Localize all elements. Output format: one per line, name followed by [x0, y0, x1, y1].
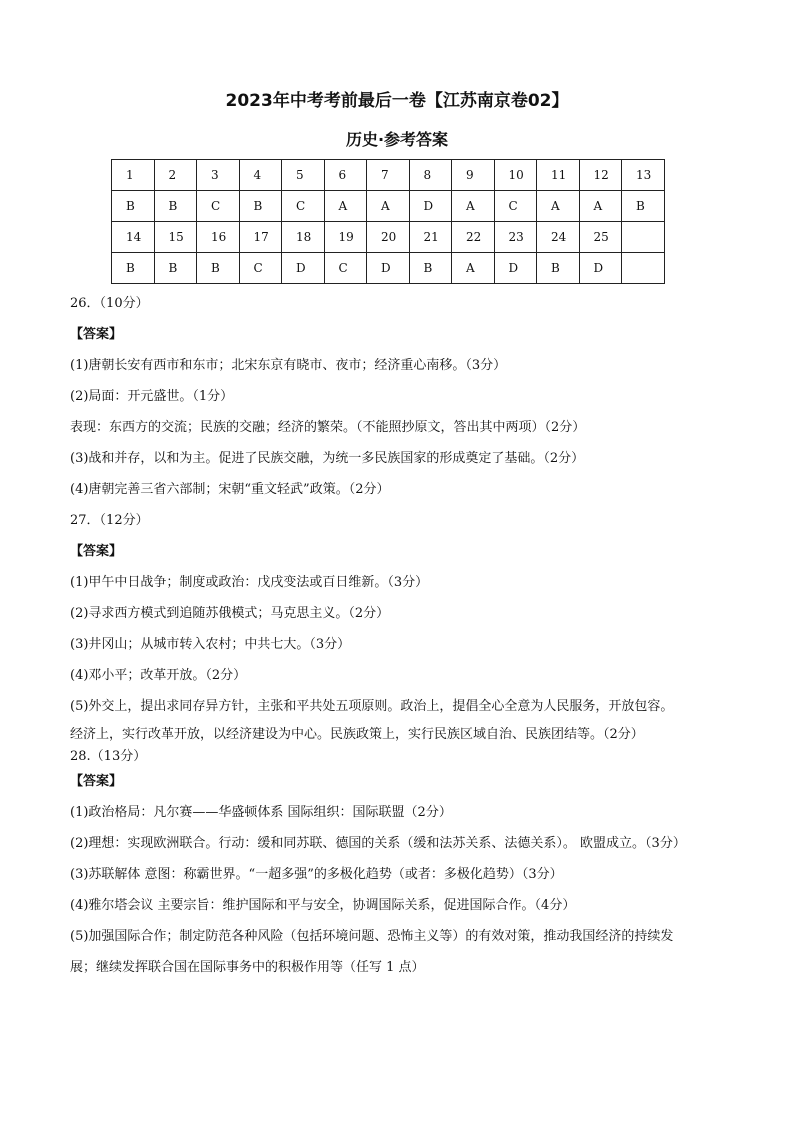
- question-28-line: (3)苏联解体 意图：称霸世界。“一超多强”的多极化趋势（或者：多极化趋势）（3分）: [70, 867, 563, 882]
- question-28-line: (5)加强国际合作；制定防范各种风险（包括环境问题、恐怖主义等）的有效对策，推动我国经济的持续发: [70, 929, 674, 944]
- question-number-cell: 19: [324, 222, 367, 253]
- question-number-cell: 24: [537, 222, 580, 253]
- question-26-heading: 26．（10分）: [70, 296, 149, 311]
- question-number-cell: 8: [409, 160, 452, 191]
- answer-letter-cell: D: [579, 253, 622, 284]
- question-28-answer-label: 【答案】: [70, 774, 123, 789]
- question-27-heading: 27．（12分）: [70, 513, 149, 528]
- question-number-cell: 4: [239, 160, 282, 191]
- question-26-line: (1)唐朝长安有西市和东市；北宋东京有晓市、夜市；经济重心南移。（3分）: [70, 358, 507, 373]
- answer-letter-cell: A: [452, 253, 495, 284]
- question-number-cell: 2: [154, 160, 197, 191]
- answers-section: [70, 290, 730, 985]
- question-number-cell: 20: [367, 222, 410, 253]
- answer-letter-cell: C: [239, 253, 282, 284]
- question-27-line: (5)外交上，提出求同存异方针，主张和平共处五项原则。政治上，提倡全心全意为人民服务，开放包容。: [70, 699, 674, 714]
- question-number-cell: 17: [239, 222, 282, 253]
- answer-letter-cell: A: [367, 191, 410, 222]
- answer-letter-cell: B: [112, 253, 155, 284]
- question-number-cell: 14: [112, 222, 155, 253]
- question-28-line: (4)雅尔塔会议 主要宗旨：维护国际和平与安全，协调国际关系，促进国际合作。（4分）: [70, 898, 576, 913]
- question-28-heading: 28.（13分）: [70, 749, 147, 764]
- question-number-cell: 23: [494, 222, 537, 253]
- question-26-line: 表现：东西方的交流；民族的交融；经济的繁荣。（不能照抄原文，答出其中两项）（2分）: [70, 420, 586, 435]
- answer-letter-cell: A: [537, 191, 580, 222]
- document-title: 2023年中考考前最后一卷【江苏南京卷02】: [225, 91, 569, 111]
- question-28-line: (2)理想：实现欧洲联合。行动：缓和同苏联、德国的关系（缓和法苏关系、法德关系）。 欧盟成立。（3分）: [70, 836, 686, 851]
- answer-letter-cell: A: [452, 191, 495, 222]
- answer-letter-cell: B: [112, 191, 155, 222]
- question-number-cell: 1: [112, 160, 155, 191]
- question-number-cell: 5: [282, 160, 325, 191]
- answer-letter-cell: D: [367, 253, 410, 284]
- answer-letter-cell: B: [622, 191, 665, 222]
- answer-table: [111, 159, 665, 284]
- question-number-cell: 18: [282, 222, 325, 253]
- answer-letter-cell: C: [494, 191, 537, 222]
- answer-letter-cell: D: [409, 191, 452, 222]
- document-subtitle: 历史·参考答案: [345, 130, 449, 149]
- question-26-line: (4)唐朝完善三省六部制；宋朝“重文轻武”政策。（2分）: [70, 482, 390, 497]
- answer-letter-cell: B: [537, 253, 580, 284]
- answer-letter-cell: A: [324, 191, 367, 222]
- question-number-cell: 21: [409, 222, 452, 253]
- question-27-line: (3)井冈山；从城市转入农村；中共七大。（3分）: [70, 637, 351, 652]
- question-number-cell: 11: [537, 160, 580, 191]
- answer-letter-cell: A: [579, 191, 622, 222]
- question-number-cell: 12: [579, 160, 622, 191]
- question-number-cell: 25: [579, 222, 622, 253]
- question-27-line: (2)寻求西方模式到追随苏俄模式；马克思主义。（2分）: [70, 606, 390, 621]
- answer-table-row: [112, 191, 665, 222]
- question-number-cell: 10: [494, 160, 537, 191]
- question-number-cell: 3: [197, 160, 240, 191]
- question-28-line: (1)政治格局：凡尔赛——华盛顿体系 国际组织：国际联盟（2分）: [70, 805, 452, 820]
- answer-letter-cell: B: [154, 253, 197, 284]
- question-26-line: (2)局面：开元盛世。（1分）: [70, 389, 234, 404]
- answer-letter-cell: C: [282, 191, 325, 222]
- answer-table-row: [112, 253, 665, 284]
- answer-letter-cell: B: [197, 253, 240, 284]
- answer-table-row: [112, 160, 665, 191]
- answer-letter-cell: D: [494, 253, 537, 284]
- answer-letter-cell: C: [324, 253, 367, 284]
- question-number-cell: [622, 222, 665, 253]
- answer-letter-cell: D: [282, 253, 325, 284]
- question-number-cell: 22: [452, 222, 495, 253]
- answer-letter-cell: [622, 253, 665, 284]
- question-27-line: 经济上，实行改革开放，以经济建设为中心。民族政策上，实行民族区域自治、民族团结等。（2分）: [70, 727, 644, 742]
- answer-letter-cell: B: [154, 191, 197, 222]
- question-26-answer-label: 【答案】: [70, 327, 123, 342]
- answer-letter-cell: C: [197, 191, 240, 222]
- question-27-answer-label: 【答案】: [70, 544, 123, 559]
- answer-letter-cell: B: [239, 191, 282, 222]
- question-26-line: (3)战和并存，以和为主。促进了民族交融，为统一多民族国家的形成奠定了基础。（2分）: [70, 451, 585, 466]
- question-number-cell: 16: [197, 222, 240, 253]
- question-27-line: (4)邓小平；改革开放。（2分）: [70, 668, 247, 683]
- question-28-line: 展；继续发挥联合国在国际事务中的积极作用等（任写 1 点）: [70, 960, 425, 975]
- question-number-cell: 6: [324, 160, 367, 191]
- answer-letter-cell: B: [409, 253, 452, 284]
- question-27-line: (1)甲午中日战争；制度或政治：戊戌变法或百日维新。（3分）: [70, 575, 429, 590]
- question-number-cell: 7: [367, 160, 410, 191]
- question-number-cell: 9: [452, 160, 495, 191]
- answer-table-row: [112, 222, 665, 253]
- question-number-cell: 15: [154, 222, 197, 253]
- question-number-cell: 13: [622, 160, 665, 191]
